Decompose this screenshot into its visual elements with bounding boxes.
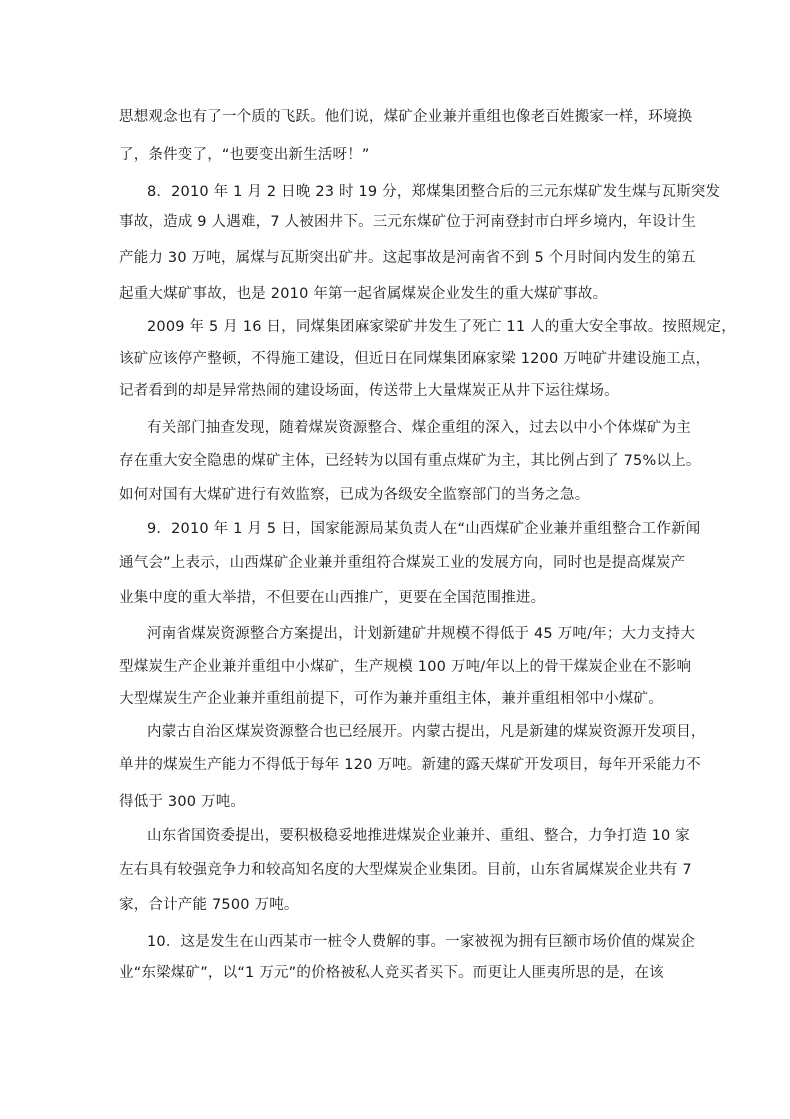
text-line: 业“东梁煤矿”，以“1 万元”的价格被私人竞买者买下。而更让人匪夷所思的是，在该 [119,965,664,981]
text-line: 如何对国有大煤矿进行有效监察，已成为各级安全监察部门的当务之急。 [119,487,590,503]
paragraph-10-start: 10．这是发生在山西某市一桩令人费解的事。一家被视为拥有巨额市场价值的煤炭企 [147,934,696,950]
paragraph-start: 内蒙古自治区煤炭资源整合也已经展开。内蒙古提出，凡是新建的煤炭资源开发项目， [147,724,706,740]
paragraph-8-start: 8．2010 年 1 月 2 日晚 23 时 19 分，郑煤集团整合后的三元东煤矿发生煤与瓦斯突发 [147,184,721,200]
text-line: 通气会”上表示，山西煤矿企业兼并重组符合煤炭工业的发展方向，同时也是提高煤炭产 [119,555,686,571]
paragraph-start: 2009 年 5 月 16 日，同煤集团麻家梁矿井发生了死亡 11 人的重大安全事故。按照规定， [147,319,736,335]
text-line: 产能力 30 万吨，属煤与瓦斯突出矿井。这起事故是河南省不到 5 个月时间内发生的第五 [119,250,696,266]
paragraph-9-start: 9．2010 年 1 月 5 日，国家能源局某负责人在“山西煤矿企业兼并重组整合工作新闻 [147,521,701,537]
paragraph-start: 有关部门抽查发现，随着煤炭资源整合、煤企重组的深入，过去以中小个体煤矿为主 [147,420,691,436]
text-line: 左右具有较强竞争力和较高知名度的大型煤炭企业集团。目前，山东省属煤炭企业共有 7 [119,862,692,878]
text-line: 业集中度的重大举措，不但要在山西推广，更要在全国范围推进。 [119,590,546,606]
text-line: 了，条件变了，“也要变出新生活呀！” [119,147,370,163]
text-line: 单井的煤炭生产能力不得低于每年 120 万吨。新建的露天煤矿开发项目，每年开采能力不 [119,757,701,773]
text-line: 大型煤炭生产企业兼并重组前提下，可作为兼并重组主体，兼并重组相邻中小煤矿。 [119,691,663,707]
text-line: 事故，造成 9 人遇难，7 人被困井下。三元东煤矿位于河南登封市白坪乡境内，年设计生 [119,214,697,230]
text-line: 该矿应该停产整顿，不得施工建设，但近日在同煤集团麻家梁 1200 万吨矿井建设施工点， [119,351,711,367]
text-line: 得低于 300 万吨。 [119,794,246,810]
text-line: 家，合计产能 7500 万吨。 [119,897,299,913]
text-line: 思想观念也有了一个质的飞跃。他们说，煤矿企业兼并重组也像老百姓搬家一样，环境换 [119,109,693,125]
text-line: 存在重大安全隐患的煤矿主体，已经转为以国有重点煤矿为主，其比例占到了 75%以上。 [119,453,701,469]
paragraph-start: 山东省国资委提出，要积极稳妥地推进煤炭企业兼并、重组、整合，力争打造 10 家 [147,828,690,844]
text-line: 记者看到的却是异常热闹的建设场面，传送带上大量煤炭正从井下运往煤场。 [119,383,619,399]
paragraph-start: 河南省煤炭资源整合方案提出，计划新建矿井规模不得低于 45 万吨/年；大力支持大 [147,626,696,642]
text-line: 起重大煤矿事故，也是 2010 年第一起省属煤炭企业发生的重大煤矿事故。 [119,286,608,302]
text-line: 型煤炭生产企业兼并重组中小煤矿，生产规模 100 万吨/年以上的骨干煤炭企业在不影响 [119,659,692,675]
